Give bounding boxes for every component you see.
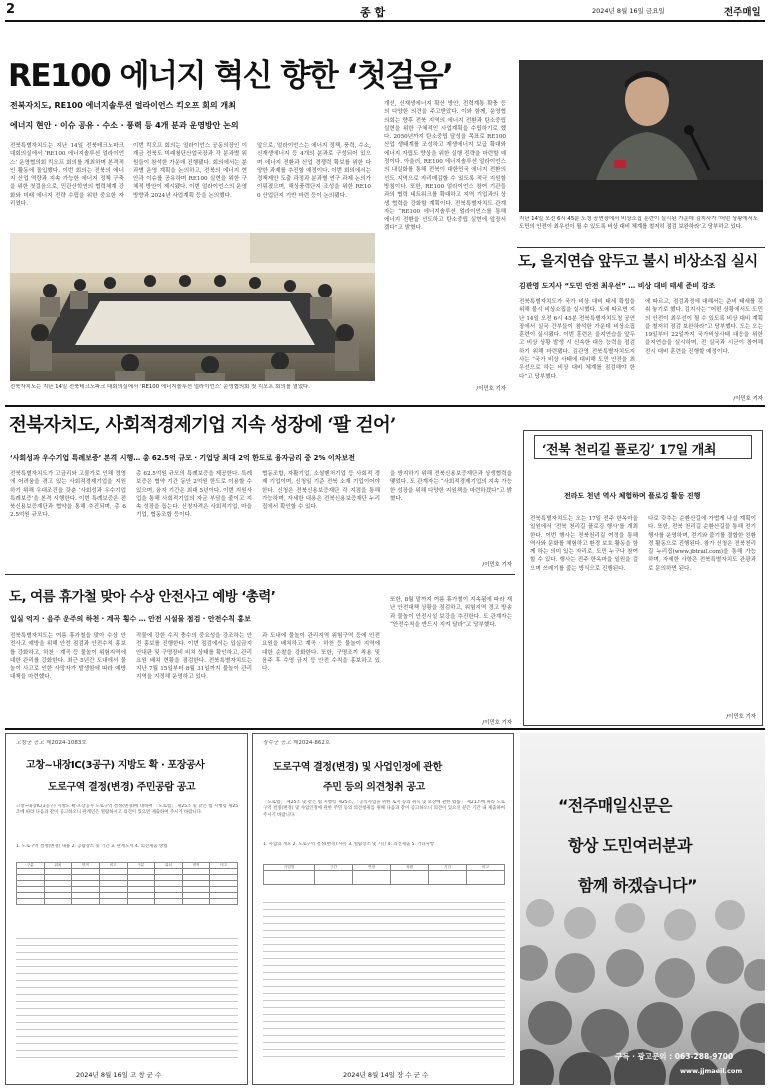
story3-col3: 협동조합, 자활기업, 소셜벤처기업 등 사회적 경제 기업이며, 신청일 기준 전북 소재 기업이어야 한다. 신청은 전북신용보증재단 각 지점을 통해 가능하며, 자세한 내용은 전북신용보증재단 누리집에서 확인할 수 있다. (262, 471, 380, 511)
story5-box (523, 430, 763, 726)
ads-rule (5, 728, 765, 730)
story3-rule (5, 405, 765, 407)
story5-col2: 다로 갖추는 순환산길에 가볍게 나설 계획이다. 또한, 전북 천리길 순환산길을 통해 전기 행사를 운영하며, 걷기와 줍기를 결합한 친환경 활동으로 진행된다. 참가 신청은 전북천리길 누리집(www.jbtrail.com)을 통해 가능하며, 자세한 사항은 전북특별자치도 관광과로 문의하면 된다. (648, 516, 756, 572)
story2-col2: 에 따르고, 점검과정에 대해서는 준비 태세를 갖춰 놓기로 했다. 김지사는 “어떤 상황에서도 도민의 안전이 최우선이 될 수 있도록 비상 대비 계획을 철저히 점검 보완하라”고 당부했다. 도는 오는 19일부터 22일까지 국가비상사태 대응을 위한 을지연습을 실시하며, 전 실국과 시군이 참여해 전시 대비 훈련을 진행할 예정이다. (645, 299, 763, 355)
story5-byline: /이민호 기자 (726, 714, 756, 720)
ad2-items: 1. 사업의 개요 2. 도로구역 결정(변경) 사유 3. 열람장소 및 기간 4. 의견제출 5. 기타사항 (263, 842, 435, 847)
section-label: 종 합 (360, 6, 386, 19)
story2-subhead: 김관영 도지사 “도민 안전 최우선” … 비상 대비 태세 준비 강조 (519, 282, 716, 290)
story2-byline: /이민호 기자 (733, 396, 763, 402)
story4-col1: 전북특별자치도는 여름 휴가철을 맞아 수상 안전사고 예방을 위해 안전 점검과 안전수칙 홍보를 강화하고, 하천 · 계곡 등 물놀이 위험지역에 대한 관리를 강화한다. 최근 5년간 도내에서 물놀이 사고로 인한 사망자가 발생함에 따라 예방 대책을 마련했다. (10, 633, 126, 681)
story3-byline: /이민호 기자 (482, 562, 512, 568)
ad2-filler-lines (263, 898, 505, 1062)
promo-line-2: 항상 도민여러분과 (568, 836, 692, 855)
story2-col1: 전북특별자치도가 국가 비상 대비 태세 확립을 위해 불시 비상소집을 실시했다. 도에 따르면 지난 14일 오전 6시 45분 전북특별자치도청 공연장에서 실국 간부들이 참석한 가운데 비상소집 훈련이 실시됐다. 이번 훈련은 을지연습을 앞두고 비상 상황 발생 시 신속한 대응 능력을 점검하기 위해 마련됐다. 김관영 전북특별자치도지사는 “국가 비상 사태에 대비해 도민 안전을 최우선으로 하는 비상 대비 체계를 점검해야 한다”고 당부했다. (519, 299, 635, 380)
story1-headline: RE100 에너지 혁신 향한 ‘첫걸음’ (8, 58, 453, 94)
promo-ad-sunflower (520, 733, 765, 1085)
story4-col2: 작물에 강한 수직 충수의 중요성을 강조하는 안전 홍보를 진행한다. 이번 점검에서는 입실금지 안내판 및 구명장비 비치 상태를 확인하고, 관리요원 배치 현황을 점검한다. 전북특별자치도는 지난 7월 15일부터 8월 31일까지 물놀이 관리지역을 지정해 운영하고 있다. (136, 633, 252, 681)
story4-subhead: 입실 억지 · 음주 운주의 하천 · 계곡 횡수 … 안전 시설물 점검 · 안전수칙 홍보 (10, 615, 251, 623)
ad2-date: 2024년 8월 14일 장 수 군 수 (343, 1071, 429, 1079)
story1-col2: 이번 킥오프 회의는 얼라이언스 공동의장인 이재금 전북도 미래첨단산업국장과 각 분과별 위원들이 참석한 가운데 진행됐다. 회의에서는 분과별 운영 계획을 논의하고, 전북의 에너지 현안과 이슈를 공유하며 RE100 실현을 위한 구체적 방안이 제시됐다. 이번 얼라이언스의 운영 방향과 2024년 사업계획 등을 논의했다. (133, 143, 247, 199)
story5-subhead: 전라도 천년 역사 체험하며 플로깅 활동 진행 (564, 492, 701, 500)
story4-headline: 도, 여름 휴가철 맞아 수상 안전사고 예방 ‘총력’ (9, 589, 276, 605)
ad1-items: 1. 도로구역 결정(변경) 내용 2. 공람장소 및 기간 3. 관계도서 4. 의견제출 방법 (16, 844, 168, 849)
ad2-table: 사업명 구간 연장 폭원 기간 비고 (263, 864, 505, 885)
promo-url: www.jjmaeil.com (680, 1067, 743, 1075)
ad1-body: 고창~내장IC(3공구) 지방도 확·포장공사 도로구역 결정(변경)에 대하여 「도로법」 제25조 및 같은 법 시행령 제25조에 따라 다음과 같이 공고하오니 관계인은 열람하시고 의견이 있으면 제출하여 주시기 바랍니다. (16, 804, 238, 816)
ad2-label: 장수군 공고 제2024-862호 (263, 740, 331, 746)
notice-ad-jangsu (252, 733, 514, 1085)
header-rule (5, 20, 765, 22)
story4-col3: 과 도내에 물놀이 관리지역 위험구역 등에 안전요원을 배치하고 계곡 · 하천 등 물놀이 지역에 대한 순찰을 강화한다. 또한, 구명조끼 착용 및 음주 후 수영 금지 등 안전 수칙을 홍보하고 있다. (262, 633, 380, 673)
story2-rule (517, 247, 765, 248)
story1-col3: 앞으로, 얼라이언스는 에너지 정책, 풍력, 수소, 신재생에너지 등 4개의 분과로 구성되어 있으며 에너지 전환과 산업 경쟁력 확보를 위한 다양한 과제를 추진할 예정이다. 이번 회의에서는 정책제안 도출 과정과 분과별 연구 과제 논의가 이뤄졌으며, 해상풍력단지 조성을 위한 RE100 산업단지 기반 마련 등이 논의됐다. (257, 143, 371, 199)
meeting-photo-caption: 전북자치도는 지난 14일 전북테크노파크 대회의실에서 ‘RE100 에너지솔루션 얼라이언스’ 운영협의회 첫 킥오프 회의를 열었다. (10, 384, 310, 390)
governor-photo (519, 60, 763, 212)
ad2-body: 「도로법」 제25조 및 같은 법 시행령 제25조, 「공익사업을 위한 토지 등의 취득 및 보상에 관한 법률」 제21조에 따라 도로구역 결정(변경) 및 사업인정에 관한 주민 등의 의견청취를 위해 다음과 같이 공고하오니 의견이 있으신 분은 기간 내 제출하여 주시기 바랍니다. (263, 800, 505, 818)
ad1-title-2: 도로구역 결정(변경) 주민공람 공고 (48, 782, 196, 793)
story4-byline: /이민호 기자 (482, 720, 512, 726)
ad1-label: 고창군 공고 제2024-1083호 (16, 740, 87, 746)
sunflower-field-image (520, 733, 765, 1085)
story3-col2: 총 62.5억원 규모의 특례보증을 제공한다. 특례보증은 협약 기간 동안 2억원 한도로 이용할 수 있으며, 융자 기간은 최대 5년이다. 이번 지원사업을 통해 사회적기업의 자금 부담을 줄이고 지속 성장을 돕는다. 신청자격은 사회적기업, 마을기업, 협동조합 등이다. (136, 471, 252, 519)
masthead: 전주매일 (724, 7, 761, 18)
story1-subhead-2: 에너지 현안 · 이슈 공유 · 수소 · 풍력 등 4개 분과 운영방안 논의 (10, 121, 239, 130)
ad2-title-2: 주민 등의 의견청취 공고 (323, 782, 425, 793)
story3-col4: 을 방지하기 위해 전북신용보증재단과 상생협력을 맺었다. 도 관계자는 “사회적경제기업의 지속 가능한 성장을 위해 다양한 지원책을 마련하겠다”고 밝혔다. (390, 471, 512, 502)
story2-headline: 도, 을지연습 앞두고 불시 비상소집 실시 (518, 254, 758, 270)
promo-line-3: 함께 하겠습니다” (578, 876, 697, 895)
story1-subhead-1: 전북자치도, RE100 에너지솔루션 얼라이언스 킥오프 회의 개최 (10, 101, 236, 110)
story5-headline: ‘전북 천리길 플로깅’ 17일 개최 (542, 443, 716, 458)
notice-ad-gochang (5, 733, 248, 1085)
story4-col4: 또한, 8월 말까지 여름 휴가철이 지속됨에 따라 재난 안전대책 상황을 점검하고, 위험지역 경고 방송과 물놀이 안전시설 보강을 추진한다. 도 관계자는 “안전수칙을 반드시 지켜 달라”고 당부했다. (390, 597, 512, 628)
ad1-table: 구분 위치 면적 비고 구분 위치 면적 비고 (16, 862, 238, 905)
meeting-photo (10, 233, 375, 381)
ad1-title-1: 고창~내장IC(3공구) 지방도 확 · 포장공사 (26, 760, 205, 771)
ad1-filler-lines (16, 934, 238, 1062)
story5-col1: 전북특별자치도는 오는 17일 전주 한옥마을 일원에서 ‘전북 천리길 플로깅 행사’를 개최한다. 이번 행사는 전북천리길 여정을 통해 역사와 문화를 체험하고 환경 보호 활동을 함께 하는 의미 있는 자리로, 도민 누구나 참여할 수 있다. 행사는 전주 한옥마을 일원을 걸으며 쓰레기를 줍는 방식으로 진행된다. (530, 516, 638, 572)
story1-byline: /이민호 기자 (476, 386, 506, 392)
page-number: 2 (6, 2, 16, 17)
governor-photo-caption: 지난 14일 오전 6시 45분 도청 공연장에서 비상소집 훈련이 실시된 가운데 김지사가 ‘어떤 상황에서도 도민의 안전이 최우선이 될 수 있도록 비상 대비 체계를 철저히 점검 보완하라’고 당부하고 있다. (519, 216, 759, 230)
story4-rule (5, 574, 515, 575)
issue-date: 2024년 8월 16일 금요일 (592, 7, 665, 15)
story1-col1: 전북특별자치도는 지난 14일 전북테크노파크 대회의실에서 ‘RE100 에너지솔루션 얼라이언스’ 운영협의회 킥오프 회의를 개최하며 본격적인 활동에 돌입했다. 이번 회의는 전북의 에너지 산업 역량과 지속 가능한 에너지 정책 구축을 위한 첫걸음으로, 민관산학연의 협력체계 강화와 미래 에너지 전략 수립을 위한 중요한 자리였다. (10, 143, 124, 208)
promo-line-1: “전주매일신문은 (558, 796, 672, 815)
story3-headline: 전북자치도, 사회적경제기업 지속 성장에 ‘팔 걷어’ (9, 415, 396, 436)
story1-col4: 개선, 신재생에너지 확산 방안, 전력계통 확충 등의 다양한 의견을 주고받았다. 이와 함께, 운영협의회는 향후 전북 지역의 에너지 전환과 탄소중립 실현을 위한 구체적인 사업계획을 수립하기로 했다. 2050년까지 탄소중립 달성을 목표로 RE100 산업 생태계를 조성하고 재생에너지 보급 확대와 에너지 자립도 향상을 위한 실행 전략을 마련할 예정이다. 아울러, RE100 에너지솔루션 얼라이언스의 내실화를 통해 전북이 대한민국 에너지 전환의 선도 지역으로 자리매김할 수 있도록 적극 지원할 방침이다. 또한, RE100 얼라이언스 참여 기관들과의 협력 네트워크를 확대하고 지역 기업과의 상생 협력을 강화할 계획이다. 전북특별자치도 관계자는 “RE100 에너지솔루션 얼라이언스를 통해 에너지 전환을 선도하고 탄소중립 실현에 앞장서겠다”고 밝혔다. (384, 101, 506, 232)
story3-subhead: ‘사회성과 우수기업 특례보증’ 본격 시행… 총 62.5억 규모 · 기업당 최대 2억 한도로 융자금리 중 2% 이차보전 (10, 454, 355, 462)
ad1-date: 2024년 8월 16일 고 창 군 수 (76, 1071, 162, 1079)
story3-col1: 전북특별자치도가 고금리와 고물가로 인해 경영에 어려움을 겪고 있는 사회적경제기업을 지원하기 위해 우대조건을 갖춘 ‘사회성과 우수기업 특례보증’을 본격 시행한다. 이번 특례보증은 전북신용보증재단과 협약을 통해 추진되며, 총 62.5억원 규모다. (10, 471, 126, 519)
promo-contact: 구독 · 광고문의 : 063-288-9700 (615, 1052, 734, 1061)
ad2-title-1: 도로구역 결정(변경) 및 사업인정에 관한 (273, 762, 442, 773)
